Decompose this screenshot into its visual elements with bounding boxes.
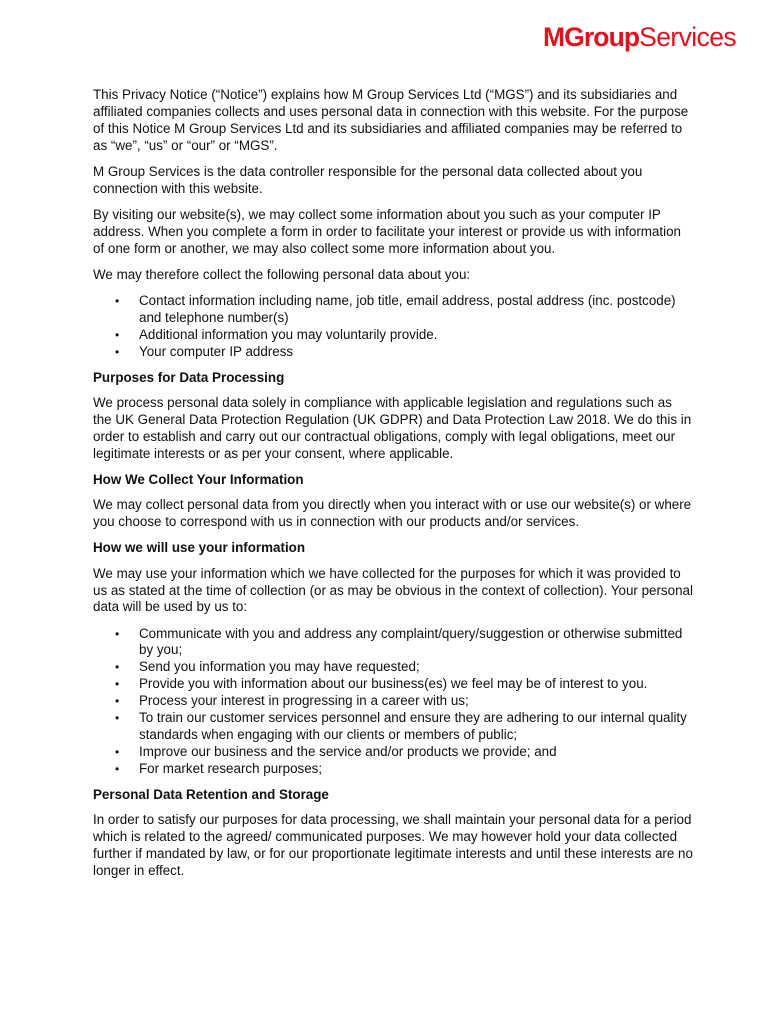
- purposes-paragraph: We process personal data solely in compliance with applicable legislation and regulations such as the UK General Data Protection Regulation (UK GDPR) and Data Protection Law 2018. We do this in order to establish and carry out our contractual obligations, comply with legal obligations, meet our legitimate interests or as per your consent, where applicable.: [93, 395, 692, 461]
- heading-retention: Personal Data Retention and Storage: [93, 786, 329, 802]
- bullet-icon: •: [115, 694, 120, 709]
- logo-text-services: Services: [639, 22, 736, 52]
- heading-purposes: Purposes for Data Processing: [93, 369, 285, 385]
- list-item: • Additional information you may voluntarily provide.: [115, 326, 438, 342]
- intro-paragraph-4: We may therefore collect the following personal data about you:: [93, 266, 471, 282]
- list-item: • Provide you with information about our business(es) we feel may be of interest to you.: [115, 676, 648, 692]
- intro-paragraph-3: By visiting our website(s), we may collect some information about you such as your computer IP address. When you complete a form in order to facilitate your interest or provide us with information of one form or another, we may also collect some more information about you.: [93, 206, 681, 256]
- bullet-icon: •: [115, 327, 120, 342]
- logo-text-mgroup: MGroup: [543, 22, 640, 52]
- bullet-icon: •: [115, 744, 120, 759]
- bullet-icon: •: [115, 293, 120, 308]
- list-item: • Improve our business and the service and/or products we provide; and: [115, 743, 557, 759]
- bullet-icon: •: [115, 677, 120, 692]
- collect-paragraph: We may collect personal data from you directly when you interact with or use our website(s) or where you choose to correspond with us in connection with our products and/or services.: [93, 497, 692, 530]
- bullet-icon: •: [115, 761, 120, 776]
- bullet-icon: •: [115, 344, 120, 359]
- bullet-icon: •: [115, 626, 120, 641]
- list-item: • Send you information you may have requested;: [115, 659, 420, 675]
- list-item: • Process your interest in progressing in a career with us;: [115, 693, 469, 709]
- retention-paragraph: In order to satisfy our purposes for data processing, we shall maintain your personal data for a period which is related to the agreed/ communicated purposes. We may however hold your data collected further if mandated by law, or for our proportionate legitimate interests and until these interests are no longer in effect.: [93, 812, 693, 879]
- privacy-notice-body: [93, 87, 693, 889]
- intro-paragraph-2: M Group Services is the data controller responsible for the personal data collected about you connection with this website.: [93, 163, 643, 196]
- heading-collect: How We Collect Your Information: [93, 471, 304, 487]
- use-paragraph: We may use your information which we have collected for the purposes for which it was provided to us as stated at the time of collection (or as may be obvious in the context of collection). Your personal data will be used by us to:: [93, 565, 693, 615]
- list-item: • Communicate with you and address any complaint/query/suggestion or otherwise submitted by you;: [115, 625, 683, 658]
- list-item: • Contact information including name, job title, email address, postal address (inc. postcode) and telephone number(s): [115, 292, 676, 325]
- list-item: • To train our customer services personnel and ensure they are adhering to our internal quality standards when engaging with our clients or members of public;: [115, 710, 687, 742]
- use-list: [93, 626, 693, 778]
- mgroup-services-logo: [543, 24, 736, 51]
- personal-data-list: [93, 293, 693, 361]
- heading-use: How we will use your information: [93, 540, 306, 556]
- list-item: • For market research purposes;: [115, 760, 323, 776]
- bullet-icon: •: [115, 660, 120, 675]
- bullet-icon: •: [115, 711, 120, 726]
- intro-paragraph-1: This Privacy Notice (“Notice”) explains how M Group Services Ltd (“MGS”) and its subsidiaries and affiliated companies collects and uses personal data in connection with this website. For the purpose of this Notice M Group Services Ltd and its subsidiaries and affiliated companies may be referred to as “we”, “us” or “our” or “MGS”.: [93, 87, 689, 153]
- list-item: • Your computer IP address: [115, 343, 294, 359]
